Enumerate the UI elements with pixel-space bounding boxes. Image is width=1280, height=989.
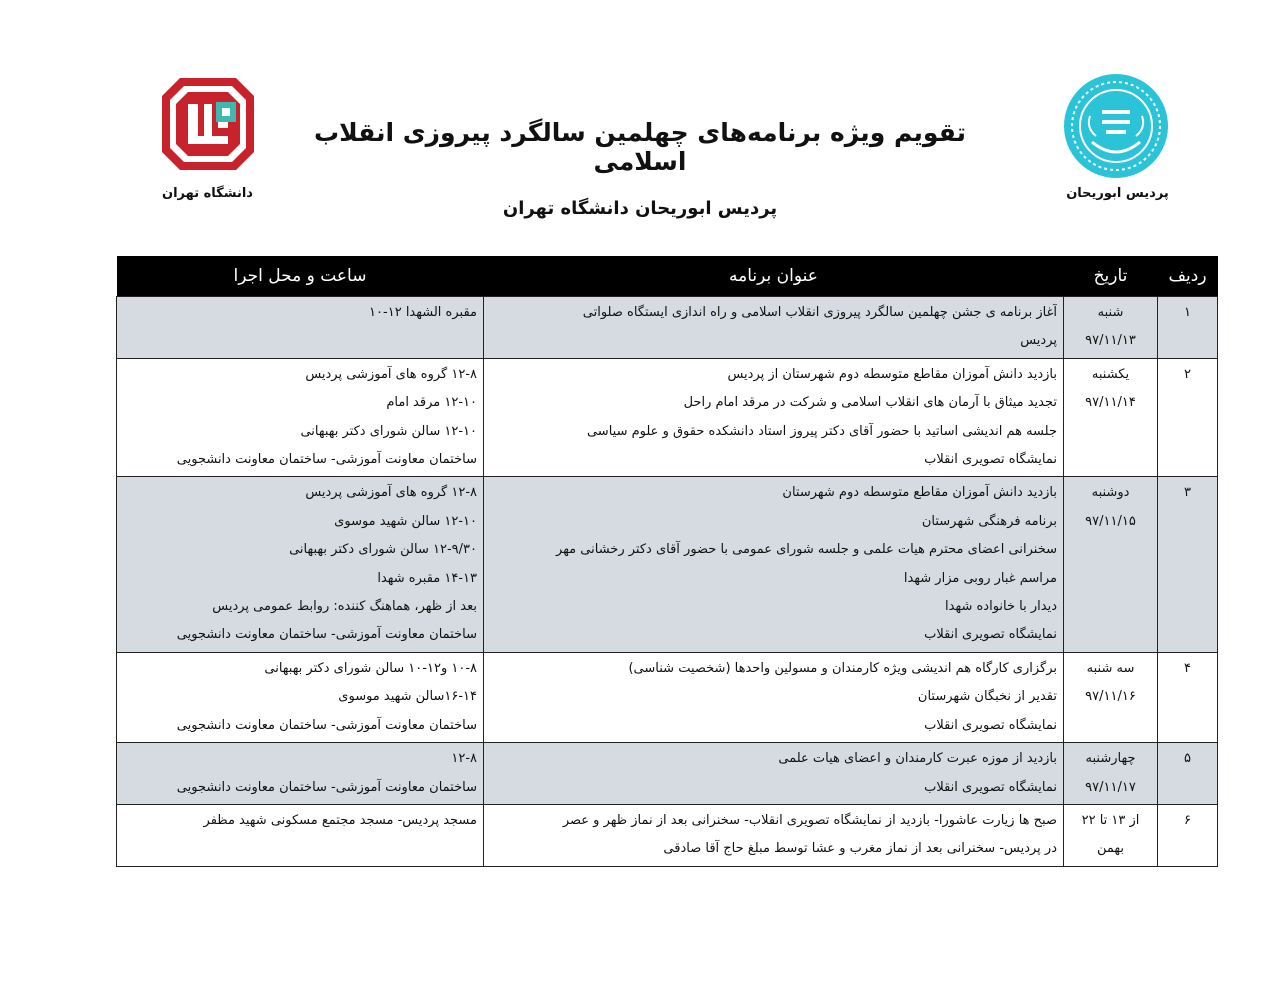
table-row (117, 804, 1218, 866)
venue-line: ۱۲-۱۰ سالن شهید موسوی (334, 513, 477, 529)
date-line: چهارشنبه (1085, 751, 1136, 767)
program-line: جلسه هم اندیشی اساتید با حضور آقای دکتر پیروز استاد دانشکده حقوق و علوم سیاسی (586, 423, 1057, 439)
program-line: آغاز برنامه ی جشن چهلمین سالگرد پیروزی انقلاب اسلامی و راه اندازی ایستگاه صلواتی (582, 305, 1057, 320)
venue-line: ۱۲-۱۰ سالن شورای دکتر بهبهانی (300, 423, 477, 439)
venue-line: مقبره الشهدا ۱۲-۱۰ (369, 305, 477, 320)
header-row-number: ردیف (1158, 256, 1218, 297)
venue-line: مسجد پردیس- مسجد مجتمع مسکونی شهید مظفر (203, 812, 477, 828)
university-of-tehran-seal-icon (1062, 72, 1170, 180)
program-cell (484, 743, 1064, 805)
row-number: ۶ (1158, 804, 1218, 866)
table-row (117, 743, 1218, 805)
row-number: ۴ (1158, 652, 1218, 742)
program-line: دیدار با خانواده شهدا (945, 599, 1057, 615)
row-number: ۱ (1158, 297, 1218, 359)
date-line: از ۱۳ تا ۲۲ (1081, 812, 1140, 828)
university-40-years-logo-icon (158, 74, 258, 174)
row-number: ۵ (1158, 743, 1218, 805)
venue-line: ۱۴-۱۳ مقبره شهدا (377, 570, 477, 586)
venue-line: ساختمان معاونت آموزشی- ساختمان معاونت دانشجویی (176, 452, 477, 468)
venue-line: بعد از ظهر، هماهنگ کننده: روابط عمومی پردیس (212, 599, 477, 615)
program-line: در پردیس- سخنرانی بعد از نماز مغرب و عشا توسط مبلغ حاج آقا صادقی (663, 841, 1057, 857)
date-line: ۹۷/۱۱/۱۵ (1085, 513, 1136, 529)
program-cell (484, 652, 1064, 742)
date-cell (1064, 477, 1158, 652)
table-row (117, 358, 1218, 477)
page-subtitle: پردیس ابوریحان دانشگاه تهران (502, 198, 778, 219)
venue-line: ۱۶-۱۴سالن شهید موسوی (338, 689, 477, 705)
program-line: نمایشگاه تصویری انقلاب (924, 452, 1057, 468)
venue-cell (117, 477, 484, 652)
page-title: تقویم ویژه برنامه‌های چهلمین سالگرد پیروزی انقلاب اسلامی (313, 118, 966, 176)
venue-line: ساختمان معاونت آموزشی- ساختمان معاونت دانشجویی (176, 627, 477, 643)
date-line: شنبه (1097, 305, 1124, 320)
left-logo-caption: دانشگاه تهران (162, 186, 253, 201)
program-line: تقدیر از نخبگان شهرستان (917, 689, 1057, 705)
date-line: ۹۷/۱۱/۱۴ (1085, 395, 1136, 411)
row-number: ۳ (1158, 477, 1218, 652)
venue-cell (117, 743, 484, 805)
venue-line: ساختمان معاونت آموزشی- ساختمان معاونت دانشجویی (176, 779, 477, 795)
date-line: دوشنبه (1091, 485, 1130, 501)
program-line: تجدید میثاق با آرمان های انقلاب اسلامی و شرکت در مرقد امام راحل (683, 395, 1057, 411)
row-number: ۲ (1158, 358, 1218, 477)
program-line: بازدید از موزه عبرت کارمندان و اعضای هیات علمی (778, 751, 1057, 767)
date-line: بهمن (1096, 841, 1125, 857)
header-program: عنوان برنامه (484, 256, 1064, 297)
program-line: نمایشگاه تصویری انقلاب (924, 779, 1057, 795)
program-cell (484, 477, 1064, 652)
table-row (117, 652, 1218, 742)
venue-line: ۱۰-۸ و۱۲-۱۰ سالن شورای دکتر بهبهانی (264, 660, 477, 676)
schedule-table (116, 256, 1218, 867)
right-logo-caption: پردیس ابوریحان (1066, 186, 1169, 201)
date-cell (1064, 804, 1158, 866)
program-line: بازدید دانش آموزان مقاطع متوسطه دوم شهرستان از پردیس (727, 366, 1057, 382)
table-header-row (117, 256, 1218, 297)
date-cell (1064, 652, 1158, 742)
venue-cell (117, 358, 484, 477)
venue-cell (117, 297, 484, 359)
program-line: سخنرانی اعضای محترم هیات علمی و جلسه شورای عمومی با حضور آقای دکتر رخشانی مهر (556, 542, 1057, 558)
venue-line: ۱۲-۱۰ مرقد امام (386, 395, 477, 411)
date-line: سه شنبه (1086, 660, 1135, 676)
program-cell (484, 804, 1064, 866)
date-line: یکشنبه (1091, 366, 1130, 382)
venue-line: ساختمان معاونت آموزشی- ساختمان معاونت دانشجویی (176, 717, 477, 733)
date-cell (1064, 743, 1158, 805)
date-cell (1064, 297, 1158, 359)
venue-line: ۱۲-۸ (451, 751, 477, 767)
table-row (117, 477, 1218, 652)
date-line: ۹۷/۱۱/۱۳ (1085, 333, 1136, 349)
program-line: نمایشگاه تصویری انقلاب (924, 627, 1057, 643)
header-time-place: ساعت و محل اجرا (117, 256, 484, 297)
date-line: ۹۷/۱۱/۱۶ (1085, 689, 1136, 705)
venue-line: ۱۲-۸ گروه های آموزشی پردیس (305, 485, 477, 501)
venue-cell (117, 652, 484, 742)
date-cell (1064, 358, 1158, 477)
program-line: مراسم غبار روبی مزار شهدا (903, 570, 1057, 586)
venue-cell (117, 804, 484, 866)
program-line: پردیس (1020, 333, 1057, 349)
program-line: صبح ها زیارت عاشورا- بازدید از نمایشگاه تصویری انقلاب- سخنرانی بعد از نماز ظهر و عصر (562, 812, 1057, 828)
program-line: بازدید دانش آموزان مقاطع متوسطه دوم شهرستان (782, 485, 1057, 501)
venue-line: ۱۲-۸ گروه های آموزشی پردیس (305, 366, 477, 382)
program-cell (484, 358, 1064, 477)
program-line: برگزاری کارگاه هم اندیشی ویژه کارمندان و مسولین واحدها (شخصیت شناسی) (628, 660, 1057, 676)
program-line: برنامه فرهنگی شهرستان (921, 513, 1057, 529)
program-line: نمایشگاه تصویری انقلاب (924, 717, 1057, 733)
program-cell (484, 297, 1064, 359)
date-line: ۹۷/۱۱/۱۷ (1085, 779, 1136, 795)
header-date: تاریخ (1064, 256, 1158, 297)
table-row (117, 297, 1218, 359)
venue-line: ۱۲-۹/۳۰ سالن شورای دکتر بهبهانی (289, 542, 477, 558)
